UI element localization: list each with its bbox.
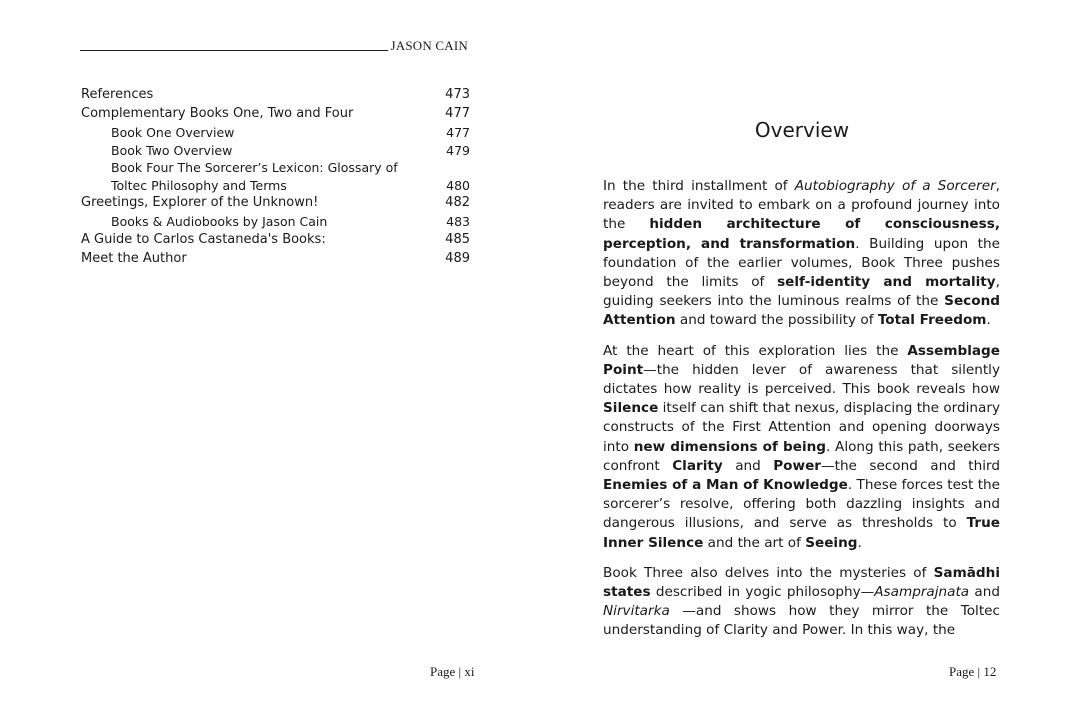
toc-entry-page: 482 (445, 195, 470, 211)
italic-phrase: Autobiography of a Sorcerer (794, 178, 996, 194)
text-run: described in yogic philosophy— (650, 584, 875, 601)
toc-entry[interactable] (81, 142, 470, 160)
toc-entry-title: Book Two Overview (111, 142, 233, 158)
page-number-left: Page | xi (430, 664, 475, 679)
toc-entry-page: 485 (445, 231, 470, 247)
section-title: Overview (754, 118, 850, 142)
toc-entry-title: References (81, 87, 154, 102)
text-run: , readers are invited to embark on a profound journey into the (603, 178, 1000, 233)
bold-phrase: Power (773, 457, 822, 474)
header-rule (80, 50, 388, 51)
text-run: —and shows how they mirror the Toltec understanding of Clarity and Power. In this way, the (603, 603, 1000, 639)
toc-entry-title: Book Four The Sorcerer’s Lexicon: Glossary of Toltec Philosophy and Terms (111, 160, 398, 193)
toc-entry-page: 480 (446, 177, 470, 193)
bold-phrase: Samādhi states (603, 564, 1000, 601)
text-run: , guiding seekers into the luminous realms of the (603, 274, 1000, 310)
bold-phrase: Seeing (805, 534, 858, 551)
toc-entry-page: 479 (446, 142, 470, 158)
text-run: —the hidden lever of awareness that silently dictates how reality is perceived. This book reveals how (603, 361, 1000, 398)
toc-entry[interactable] (81, 124, 470, 142)
text-run: At the heart of this exploration lies the (603, 342, 908, 359)
toc-entry-page: 477 (446, 125, 470, 140)
bold-phrase: True Inner Silence (603, 515, 1000, 551)
toc-entry[interactable] (81, 231, 470, 249)
text-run: and (722, 457, 774, 474)
toc-entry-page: 473 (445, 87, 470, 102)
toc-entry-title: Books & Audiobooks by Jason Cain (111, 214, 328, 230)
author-header: JASON CAIN (390, 38, 468, 53)
body-paragraph (603, 342, 1000, 553)
bold-phrase: Total Freedom (877, 312, 987, 329)
bold-phrase: hidden architecture of consciousness, perception, and transformation (603, 216, 1000, 252)
body-text (603, 177, 1000, 652)
right-page (540, 0, 1080, 720)
toc-entry-title: Greetings, Explorer of the Unknown! (81, 195, 319, 211)
bold-phrase: Silence (603, 400, 659, 417)
text-run: and toward the possibility of (675, 312, 878, 329)
toc-entry[interactable] (81, 86, 470, 104)
text-run: itself can shift that nexus, displacing the ordinary constructs of the First Attention and opening doorways into (603, 400, 1000, 455)
text-run: . Building upon the foundation of the earlier volumes, Book Three pushes beyond the limits of (603, 235, 1000, 291)
italic-phrase: Asamprajnata (874, 584, 970, 601)
table-of-contents (81, 86, 470, 269)
body-paragraph (603, 177, 1000, 331)
text-run: . (986, 312, 991, 329)
text-run: In the third installment of (603, 178, 795, 194)
toc-entry[interactable] (81, 213, 470, 231)
body-paragraph (603, 564, 1000, 641)
running-header (80, 38, 468, 54)
toc-entry-title: Complementary Books One, Two and Four (81, 106, 354, 121)
toc-entry-title: Book One Overview (111, 125, 235, 140)
bold-phrase: new dimensions of being (633, 438, 827, 455)
toc-entry-page: 483 (446, 214, 470, 230)
text-run: . These forces test the sorcerer’s resolve, offering both dazzling insights and dangerous illusions, and serve as thresholds to (603, 477, 1001, 532)
toc-entry[interactable] (81, 194, 470, 212)
text-run: Book Three also delves into the mysteries of (603, 564, 934, 581)
bold-phrase: Clarity (672, 457, 723, 474)
toc-entry[interactable] (81, 250, 470, 268)
toc-entry-page: 489 (445, 250, 470, 266)
page-number-right: Page | 12 (949, 664, 997, 679)
toc-entry-title: Meet the Author (81, 250, 187, 266)
italic-phrase: Nirvitarka (603, 603, 670, 620)
bold-phrase: self-identity and mortality (777, 274, 996, 291)
text-run: . Along this path, seekers confront (603, 438, 1000, 474)
text-run: . (857, 534, 862, 551)
toc-entry-page: 477 (445, 106, 470, 121)
toc-entry[interactable] (81, 105, 470, 123)
bold-phrase: Assemblage Point (603, 342, 1000, 378)
text-run: —the second and third (821, 457, 1001, 474)
toc-entry-title: A Guide to Carlos Castaneda's Books: (81, 231, 326, 247)
bold-phrase: Second Attention (603, 293, 1000, 329)
toc-entry[interactable] (81, 159, 470, 194)
text-run: and (969, 584, 1000, 601)
text-run: and the art of (703, 534, 806, 551)
bold-phrase: Enemies of a Man of Knowledge (603, 477, 848, 494)
